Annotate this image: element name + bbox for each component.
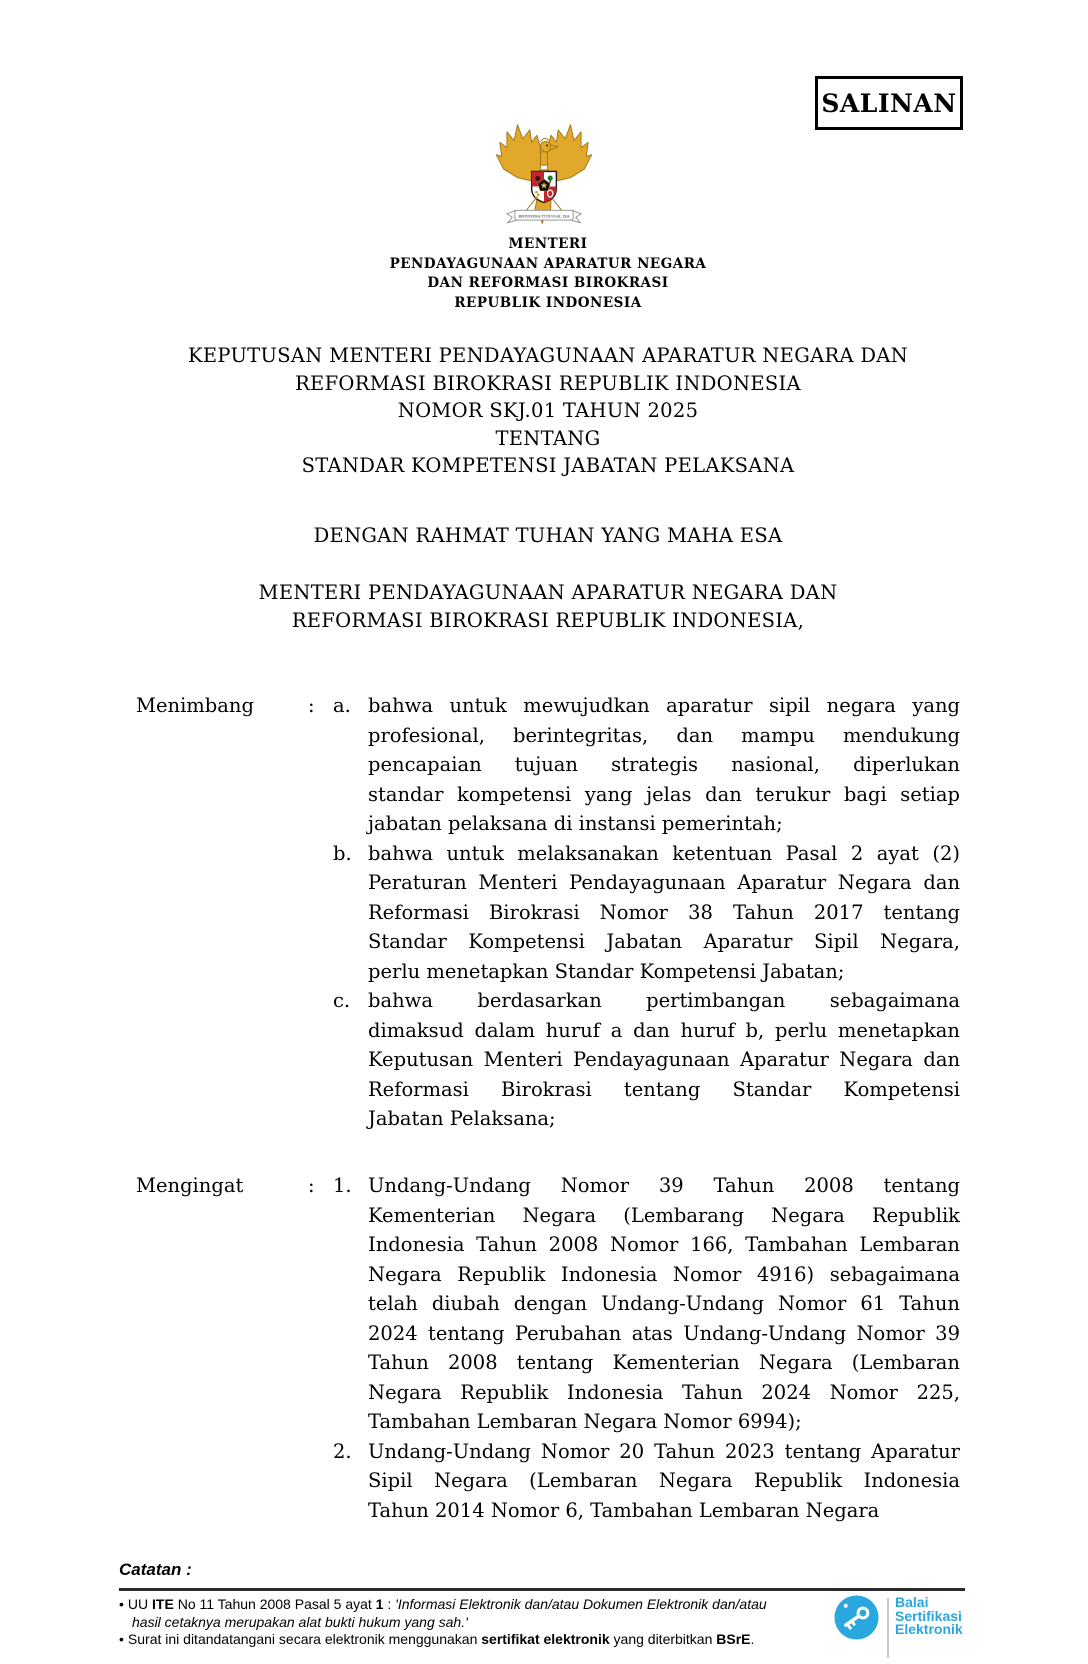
note-text: : — [383, 1596, 396, 1612]
garuda-pancasila-emblem — [491, 119, 597, 231]
item-line: Reformasi Birokrasi Nomor 38 Tahun 2017 tentang — [368, 900, 960, 924]
note-text: Surat ini ditandatangani secara elektronik menggunakan — [127, 1631, 482, 1647]
legal-basis-label: Mengingat — [136, 1174, 244, 1197]
document-title-line: STANDAR KOMPETENSI JABATAN PELAKSANA — [301, 454, 795, 477]
ministry-name-line: MENTERI — [508, 236, 588, 252]
clause-colon: : — [308, 1174, 315, 1197]
legal-basis-item — [333, 1171, 960, 1437]
emblem-banner — [507, 210, 581, 222]
item-line: Negara Republik Indonesia Nomor 4916) sebagaimana — [368, 1262, 960, 1286]
note-bullet: • — [119, 1596, 124, 1612]
item-line: pencapaian tujuan strategis nasional, diperlukan — [368, 753, 960, 776]
consideration-section — [136, 691, 960, 1134]
note-bullet: • — [119, 1631, 124, 1647]
item-line: standar kompetensi yang jelas dan terukur bagi setiap — [368, 782, 960, 806]
legal-basis-item — [333, 1437, 960, 1526]
item-line: dimaksud dalam huruf a dan huruf b, perlu menetapkan — [368, 1018, 960, 1042]
item-line: Undang-Undang Nomor 20 Tahun 2023 tentang Aparatur — [368, 1439, 960, 1463]
note-text-bold: ITE — [152, 1596, 174, 1612]
item-marker: c. — [333, 989, 351, 1012]
bsre-wordmark — [895, 1596, 963, 1637]
item-marker: b. — [333, 841, 352, 865]
item-line: bahwa untuk mewujudkan aparatur sipil negara yang — [368, 694, 960, 717]
item-line: Indonesia Tahun 2008 Nomor 166, Tambahan Lembaran — [368, 1233, 960, 1256]
item-line: Jabatan Pelaksana; — [368, 1107, 556, 1130]
item-line: 2024 tentang Perubahan atas Undang-Undang Nomor 39 — [368, 1321, 960, 1345]
item-line: jabatan pelaksana di instansi pemerintah; — [368, 812, 783, 835]
emblem-motto: BHINNEKA TUNGGAL IKA — [518, 213, 570, 219]
footer-divider — [119, 1588, 965, 1591]
authority-line: REFORMASI BIROKRASI REPUBLIK INDONESIA, — [291, 608, 805, 632]
item-line: Keputusan Menteri Pendayagunaan Aparatur Negara dan — [368, 1048, 960, 1071]
note-text: . — [750, 1631, 755, 1647]
document-title-line: REFORMASI BIROKRASI REPUBLIK INDONESIA — [295, 371, 801, 395]
note-quote: 'Informasi Elektronik dan/atau Dokumen Elektronik dan/atau hasil cetaknya merupakan alat bukti hukum yang sah.' — [132, 1596, 767, 1630]
document-title-line: KEPUTUSAN MENTERI PENDAYAGUNAAN APARATUR NEGARA DAN — [187, 344, 909, 367]
item-line: Tahun 2008 tentang Kementerian Negara (Lembaran — [368, 1351, 960, 1374]
item-marker: 1. — [333, 1174, 352, 1197]
item-line: bahwa untuk melaksanakan ketentuan Pasal 2 ayat (2) — [368, 841, 960, 865]
legal-basis-section — [136, 1171, 960, 1525]
item-line: Tahun 2014 Nomor 6, Tambahan Lembaran Negara — [368, 1498, 880, 1522]
item-line: Sipil Negara (Lembaran Negara Republik Indonesia — [368, 1469, 960, 1492]
note-text-bold: BSrE — [716, 1631, 751, 1647]
item-line: telah diubah dengan Undang-Undang Nomor 61 Tahun — [368, 1292, 960, 1315]
consideration-item — [333, 986, 960, 1134]
note-text-bold: 1 — [375, 1596, 384, 1612]
salinan-stamp — [815, 76, 963, 130]
item-line: profesional, berintegritas, dan mampu mendukung — [368, 723, 960, 747]
clause-colon: : — [308, 694, 315, 717]
ministry-name — [136, 235, 960, 313]
footer-notes — [119, 1596, 789, 1649]
catatan-label: Catatan : — [119, 1560, 192, 1579]
pancasila-shield — [532, 171, 557, 202]
consideration-label: Menimbang — [136, 694, 254, 717]
item-line: Undang-Undang Nomor 39 Tahun 2008 tentang — [368, 1174, 960, 1197]
note-text: yang diterbitkan — [609, 1631, 717, 1647]
item-line: Standar Kompetensi Jabatan Aparatur Sipil Negara, — [368, 930, 960, 953]
bsre-wordmark-line: Sertifikasi — [895, 1607, 962, 1624]
consideration-item — [333, 691, 960, 839]
document-title-line: NOMOR SKJ.01 TAHUN 2025 — [397, 399, 699, 422]
consideration-item — [333, 839, 960, 987]
authority-line: MENTERI PENDAYAGUNAAN APARATUR NEGARA DAN — [258, 581, 838, 604]
item-line: Tambahan Lembaran Negara Nomor 6994); — [368, 1410, 802, 1433]
item-line: Kementerian Negara (Lembarang Negara Republik — [368, 1203, 960, 1227]
authority-block — [136, 579, 960, 634]
bsre-wordmark-line: Balai — [895, 1594, 929, 1610]
item-line: perlu menetapkan Standar Kompetensi Jabatan; — [368, 959, 845, 983]
document-title — [136, 342, 960, 480]
footer-note-2 — [119, 1631, 789, 1649]
salinan-label: SALINAN — [821, 88, 957, 118]
item-line: Negara Republik Indonesia Tahun 2024 Nomor 225, — [368, 1380, 960, 1404]
note-text: UU — [127, 1596, 153, 1612]
note-text: No 11 Tahun 2008 Pasal 5 ayat — [173, 1596, 376, 1612]
ministry-name-line: REPUBLIK INDONESIA — [454, 294, 642, 311]
bsre-logo — [833, 1594, 880, 1641]
logo-divider — [887, 1598, 889, 1658]
item-line: bahwa berdasarkan pertimbangan sebagaimana — [368, 989, 960, 1012]
footer-note-1 — [119, 1596, 789, 1631]
item-marker: 2. — [333, 1439, 352, 1463]
item-line: Peraturan Menteri Pendayagunaan Aparatur Negara dan — [368, 871, 960, 894]
item-marker: a. — [333, 694, 351, 717]
invocation-line: DENGAN RAHMAT TUHAN YANG MAHA ESA — [313, 524, 783, 547]
item-line: Reformasi Birokrasi tentang Standar Kompetensi — [368, 1077, 960, 1101]
document-title-line: TENTANG — [495, 426, 601, 450]
ministry-name-line: DAN REFORMASI BIROKRASI — [427, 275, 669, 291]
note-text-bold: sertifikat elektronik — [481, 1631, 610, 1647]
ministry-name-line: PENDAYAGUNAAN APARATUR NEGARA — [389, 255, 707, 272]
bsre-wordmark-line: Elektronik — [895, 1621, 963, 1637]
